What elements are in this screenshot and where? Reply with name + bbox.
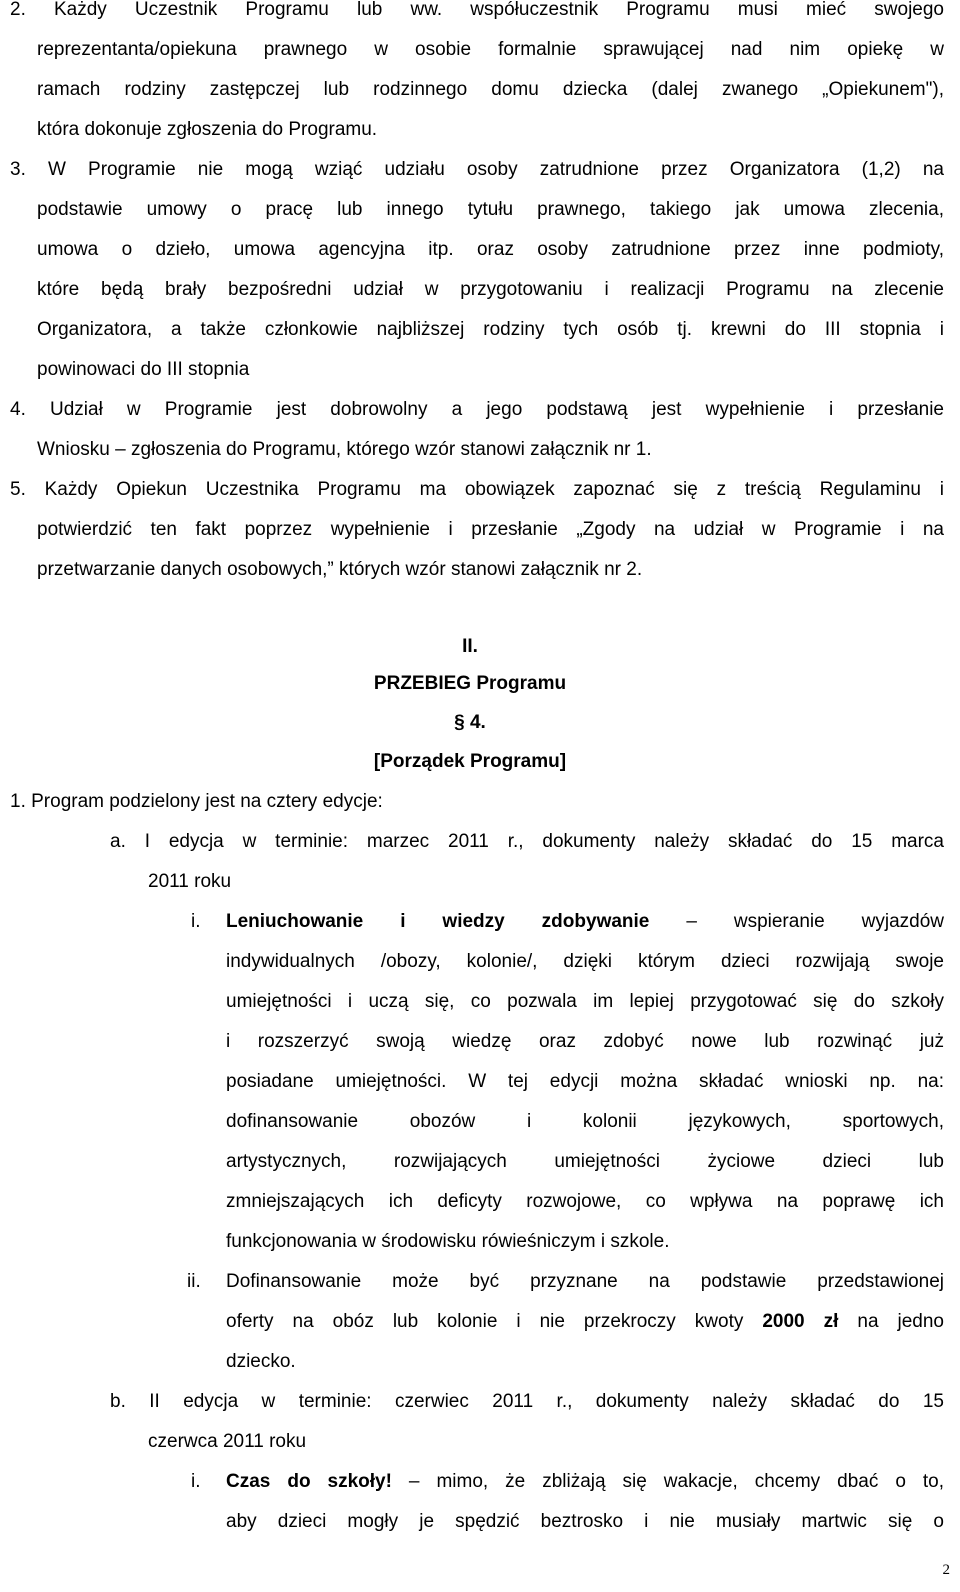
para-2-line-2: reprezentanta/opiekuna prawnego w osobie formalnie sprawującej nad nim opiekę w: [37, 39, 944, 60]
item-a-ii-line-3: dziecko.: [226, 1351, 296, 1372]
item-a-i-line-5: posiadane umiejętności. W tej edycji można składać wnioski np. na:: [226, 1071, 944, 1092]
para-2-line-3: ramach rodziny zastępczej lub rodzinnego domu dziecka (dalej zwanego „Opiekunem"),: [37, 79, 944, 100]
para-3-line-6: powinowaci do III stopnia: [37, 359, 250, 380]
section-roman-numeral: II.: [462, 636, 478, 657]
para-5-line-1: 5. Każdy Opiekun Uczestnika Programu ma obowiązek zapoznać się z treścią Regulaminu i: [10, 479, 944, 500]
para-3-line-1: 3. W Programie nie mogą wziąć udziału osoby zatrudnione przez Organizatora (1,2) na: [10, 159, 944, 180]
item-a-i-line-8: zmniejszających ich deficyty rozwojowe, co wpływa na poprawę ich: [226, 1191, 944, 1212]
para-3-line-3: umowa o dzieło, umowa agencyjna itp. oraz osoby zatrudnione przez inne podmioty,: [37, 239, 944, 260]
item-a-ii-line-1: Dofinansowanie może być przyznane na podstawie przedstawionej: [226, 1271, 944, 1292]
paragraph-number: § 4.: [454, 712, 486, 733]
para-4-line-1: 4. Udział w Programie jest dobrowolny a jego podstawą jest wypełnienie i przesłanie: [10, 399, 944, 420]
para-3-line-2: podstawie umowy o pracę lub innego tytułu prawnego, takiego jak umowa zlecenia,: [37, 199, 944, 220]
amount-value: 2000 zł: [762, 1311, 839, 1332]
section-subtitle: [Porządek Programu]: [373, 751, 567, 772]
item-b-line-2: czerwca 2011 roku: [148, 1431, 307, 1452]
section-title: PRZEBIEG Programu: [373, 673, 567, 694]
item-a-i-line-4: i rozszerzyć swoją wiedzę oraz zdobyć nowe lub rozwinąć już: [226, 1031, 944, 1052]
item-a-i-number: i.: [191, 911, 201, 932]
item-b-line-1: b. II edycja w terminie: czerwiec 2011 r., dokumenty należy składać do 15: [110, 1391, 944, 1412]
item-b-i-heading: Czas do szkoły!: [226, 1471, 392, 1492]
para-2-line-1: 2. Każdy Uczestnik Programu lub ww. współuczestnik Programu musi mieć swojego: [10, 0, 944, 20]
item-a-i-line-7: artystycznych, rozwijających umiejętności życiowe dzieci lub: [226, 1151, 944, 1172]
item-a-i-line-6: dofinansowanie obozów i kolonii językowych, sportowych,: [226, 1111, 944, 1132]
para-5-line-2: potwierdzić ten fakt poprzez wypełnienie i przesłanie „Zgody na udział w Programie i na: [37, 519, 944, 540]
para-5-line-3: przetwarzanie danych osobowych,” których wzór stanowi załącznik nr 2.: [37, 559, 643, 580]
item-a-ii-number: ii.: [187, 1271, 201, 1292]
item-a-line-2: 2011 roku: [148, 871, 232, 892]
para-3-line-5: Organizatora, a także członkowie najbliższej rodziny tych osób tj. krewni do III stopnia i: [37, 319, 944, 340]
item-1: 1. Program podzielony jest na cztery edycje:: [10, 791, 383, 812]
item-a-i-heading: Leniuchowanie i wiedzy zdobywanie: [226, 911, 650, 932]
item-a-i-line-3: umiejętności i uczą się, co pozwala im lepiej przygotować się do szkoły: [226, 991, 944, 1012]
item-a-ii-line-2: oferty na obóz lub kolonie i nie przekroczy kwoty 2000 zł na jedno: [226, 1311, 944, 1332]
para-4-line-2: Wniosku – zgłoszenia do Programu, którego wzór stanowi załącznik nr 1.: [37, 439, 652, 460]
item-a-i-line-1: Leniuchowanie i wiedzy zdobywanie – wspieranie wyjazdów: [226, 911, 944, 932]
para-2-line-4: która dokonuje zgłoszenia do Programu.: [37, 119, 378, 140]
item-a-i-line-2: indywidualnych /obozy, kolonie/, dzięki którym dzieci rozwijają swoje: [226, 951, 944, 972]
page-number: 2: [942, 1562, 950, 1578]
item-a-i-line-9: funkcjonowania w środowisku rówieśniczym i szkole.: [226, 1231, 670, 1252]
para-3-line-4: które będą brały bezpośredni udział w przygotowaniu i realizacji Programu na zlecenie: [37, 279, 944, 300]
item-a-line-1: a. I edycja w terminie: marzec 2011 r., dokumenty należy składać do 15 marca: [110, 831, 944, 852]
item-b-i-number: i.: [191, 1471, 201, 1492]
item-b-i-line-2: aby dzieci mogły je spędzić beztrosko i nie musiały martwic się o: [226, 1511, 944, 1532]
item-b-i-line-1: Czas do szkoły! – mimo, że zbliżają się wakacje, chcemy dbać o to,: [226, 1471, 944, 1492]
